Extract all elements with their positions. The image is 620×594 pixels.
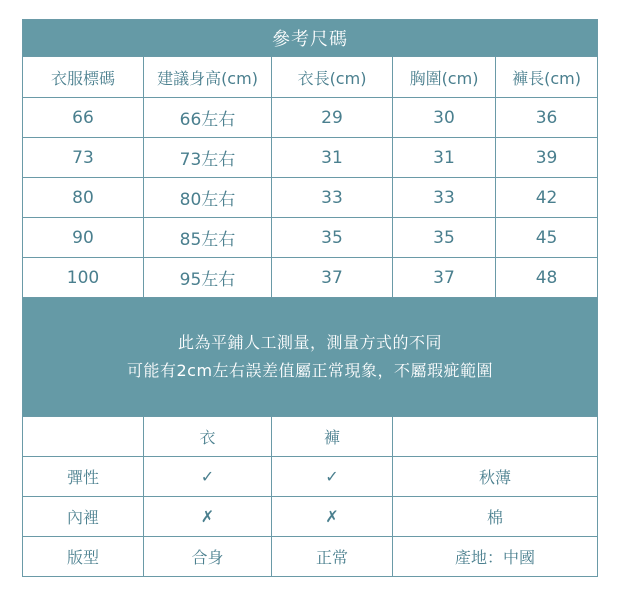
feature-label: 內裡 (23, 497, 144, 537)
table-row (23, 138, 598, 178)
cell-height: 80左右 (144, 178, 272, 218)
feature-origin: 產地：中國 (393, 537, 598, 577)
feature-header-top: 衣 (144, 417, 272, 457)
cell-pants-length: 45 (496, 218, 598, 258)
cell-pants-length: 48 (496, 258, 598, 298)
feature-row-elasticity (23, 457, 598, 497)
cell-pants-length: 36 (496, 98, 598, 138)
cell-size: 73 (23, 138, 144, 178)
feature-label: 彈性 (23, 457, 144, 497)
title-row (23, 20, 598, 57)
cell-size: 80 (23, 178, 144, 218)
cell-top-length: 29 (272, 98, 393, 138)
table-row (23, 218, 598, 258)
cell-size: 66 (23, 98, 144, 138)
feature-row-lining (23, 497, 598, 537)
cell-chest: 30 (393, 98, 496, 138)
feature-header-row (23, 417, 598, 457)
measurement-note (23, 298, 598, 417)
check-icon: ✓ (144, 457, 272, 497)
feature-value: 合身 (144, 537, 272, 577)
cell-height: 85左右 (144, 218, 272, 258)
note-line-1: 此為平鋪人工測量，測量方式的不同 (178, 333, 443, 352)
table-row (23, 98, 598, 138)
chart-title: 參考尺碼 (23, 20, 598, 57)
header-size-label: 衣服標碼 (23, 57, 144, 98)
feature-value: 正常 (272, 537, 393, 577)
feature-header-extra (393, 417, 598, 457)
cell-top-length: 37 (272, 258, 393, 298)
cell-chest: 31 (393, 138, 496, 178)
cell-size: 100 (23, 258, 144, 298)
cell-top-length: 33 (272, 178, 393, 218)
header-chest: 胸圍(cm) (393, 57, 496, 98)
cell-pants-length: 39 (496, 138, 598, 178)
cell-pants-length: 42 (496, 178, 598, 218)
cell-chest: 33 (393, 178, 496, 218)
cell-height: 73左右 (144, 138, 272, 178)
feature-header-empty (23, 417, 144, 457)
table-row (23, 258, 598, 298)
header-height: 建議身高(cm) (144, 57, 272, 98)
cell-top-length: 31 (272, 138, 393, 178)
note-row (23, 298, 598, 417)
cell-height: 95左右 (144, 258, 272, 298)
size-table (22, 19, 598, 577)
header-pants-length: 褲長(cm) (496, 57, 598, 98)
cell-chest: 37 (393, 258, 496, 298)
feature-value: 棉 (393, 497, 598, 537)
cell-size: 90 (23, 218, 144, 258)
feature-row-fit (23, 537, 598, 577)
feature-value: 秋薄 (393, 457, 598, 497)
cell-height: 66左右 (144, 98, 272, 138)
feature-label: 版型 (23, 537, 144, 577)
check-icon: ✓ (272, 457, 393, 497)
header-row (23, 57, 598, 98)
cross-icon: ✗ (144, 497, 272, 537)
table-row (23, 178, 598, 218)
cross-icon: ✗ (272, 497, 393, 537)
size-chart (22, 19, 597, 577)
header-top-length: 衣長(cm) (272, 57, 393, 98)
feature-header-pants: 褲 (272, 417, 393, 457)
note-line-2: 可能有2cm左右誤差值屬正常現象，不屬瑕疵範圍 (126, 361, 494, 380)
cell-chest: 35 (393, 218, 496, 258)
cell-top-length: 35 (272, 218, 393, 258)
